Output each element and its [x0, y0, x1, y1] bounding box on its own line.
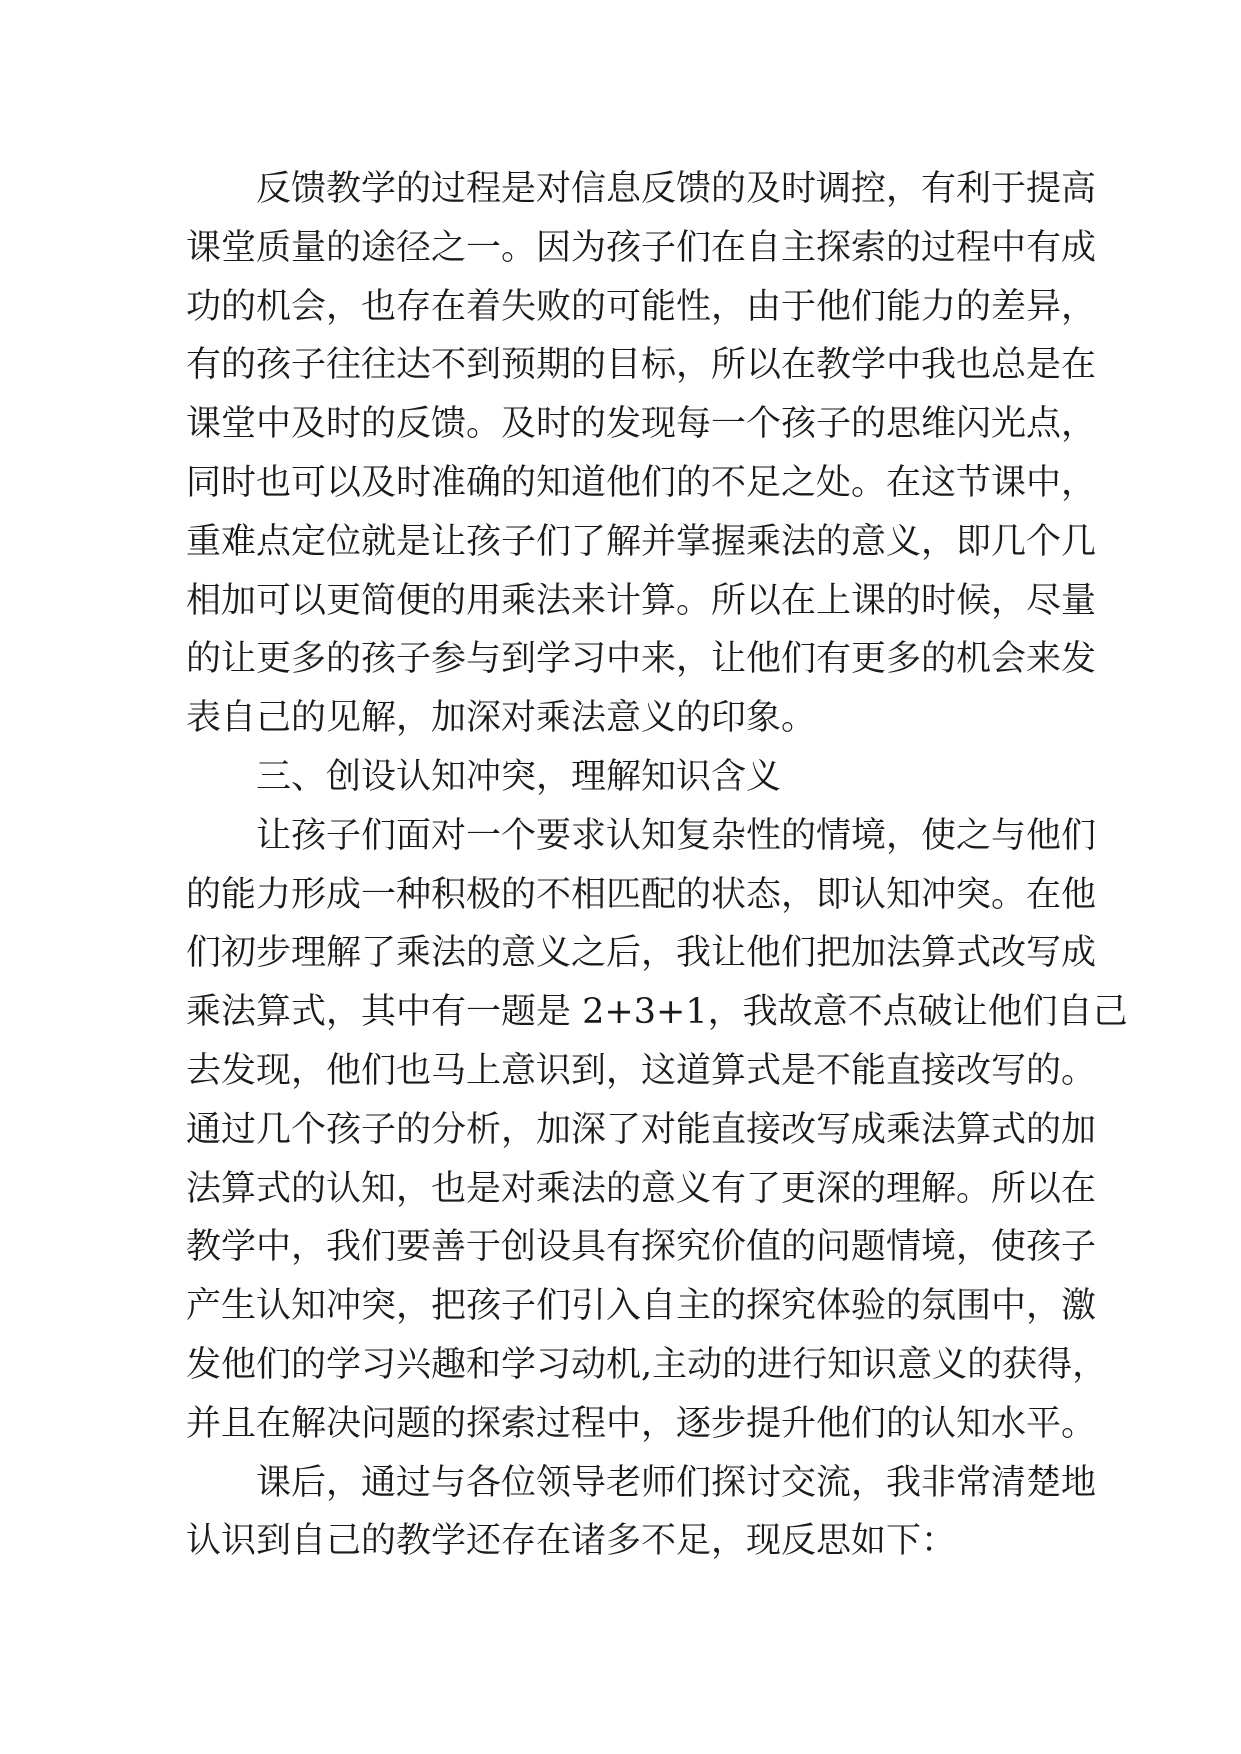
paragraph-line: 认识到自己的教学还存在诸多不足，现反思如下：	[186, 1521, 957, 1562]
paragraph-line: 乘法算式，其中有一题是 2+3+1，我故意不点破让他们自己	[186, 992, 1128, 1033]
paragraph-line: 相加可以更简便的用乘法来计算。所以在上课的时候，尽量	[186, 580, 1097, 621]
paragraph-line: 并且在解决问题的探索过程中，逐步提升他们的认知水平。	[186, 1403, 1097, 1444]
paragraph-feedback-teaching	[186, 160, 1097, 748]
paragraph-line: 的能力形成一种积极的不相匹配的状态，即认知冲突。在他	[186, 874, 1097, 915]
section-heading	[186, 748, 1066, 807]
paragraph-line: 课堂质量的途径之一。因为孩子们在自主探索的过程中有成	[186, 227, 1097, 268]
paragraph-reflection-intro	[186, 1454, 1097, 1572]
paragraph-line: 反馈教学的过程是对信息反馈的及时调控，有利于提高	[256, 169, 1097, 209]
paragraph-line: 教学中，我们要善于创设具有探究价值的问题情境，使孩子	[186, 1227, 1097, 1268]
paragraph-line: 去发现，他们也马上意识到，这道算式是不能直接改写的。	[186, 1050, 1097, 1091]
paragraph-line: 有的孩子往往达不到预期的目标，所以在教学中我也总是在	[186, 345, 1097, 386]
paragraph-line: 课后，通过与各位领导老师们探讨交流，我非常清楚地	[256, 1462, 1097, 1503]
paragraph-line: 课堂中及时的反馈。及时的发现每一个孩子的思维闪光点，	[186, 404, 1097, 445]
paragraph-line: 发他们的学习兴趣和学习动机,主动的进行知识意义的获得，	[186, 1344, 1108, 1385]
paragraph-line: 同时也可以及时准确的知道他们的不足之处。在这节课中，	[186, 462, 1097, 503]
paragraph-line: 表自己的见解，加深对乘法意义的印象。	[186, 698, 817, 739]
paragraph-line: 功的机会，也存在着失败的可能性，由于他们能力的差异，	[186, 286, 1097, 327]
paragraph-line: 让孩子们面对一个要求认知复杂性的情境，使之与他们	[256, 815, 1097, 856]
paragraph-line: 通过几个孩子的分析，加深了对能直接改写成乘法算式的加	[186, 1109, 1097, 1150]
paragraph-line: 重难点定位就是让孩子们了解并掌握乘法的意义，即几个几	[186, 521, 1097, 562]
paragraph-line: 的让更多的孩子参与到学习中来，让他们有更多的机会来发	[186, 639, 1097, 680]
paragraph-cognitive-conflict	[186, 807, 1128, 1454]
section-heading-text: 三、创设认知冲突，理解知识含义	[256, 756, 782, 797]
paragraph-line: 产生认知冲突，把孩子们引入自主的探究体验的氛围中，激	[186, 1286, 1097, 1327]
paragraph-line: 们初步理解了乘法的意义之后，我让他们把加法算式改写成	[186, 933, 1097, 974]
paragraph-line: 法算式的认知，也是对乘法的意义有了更深的理解。所以在	[186, 1168, 1097, 1209]
document-body	[186, 160, 1128, 1571]
